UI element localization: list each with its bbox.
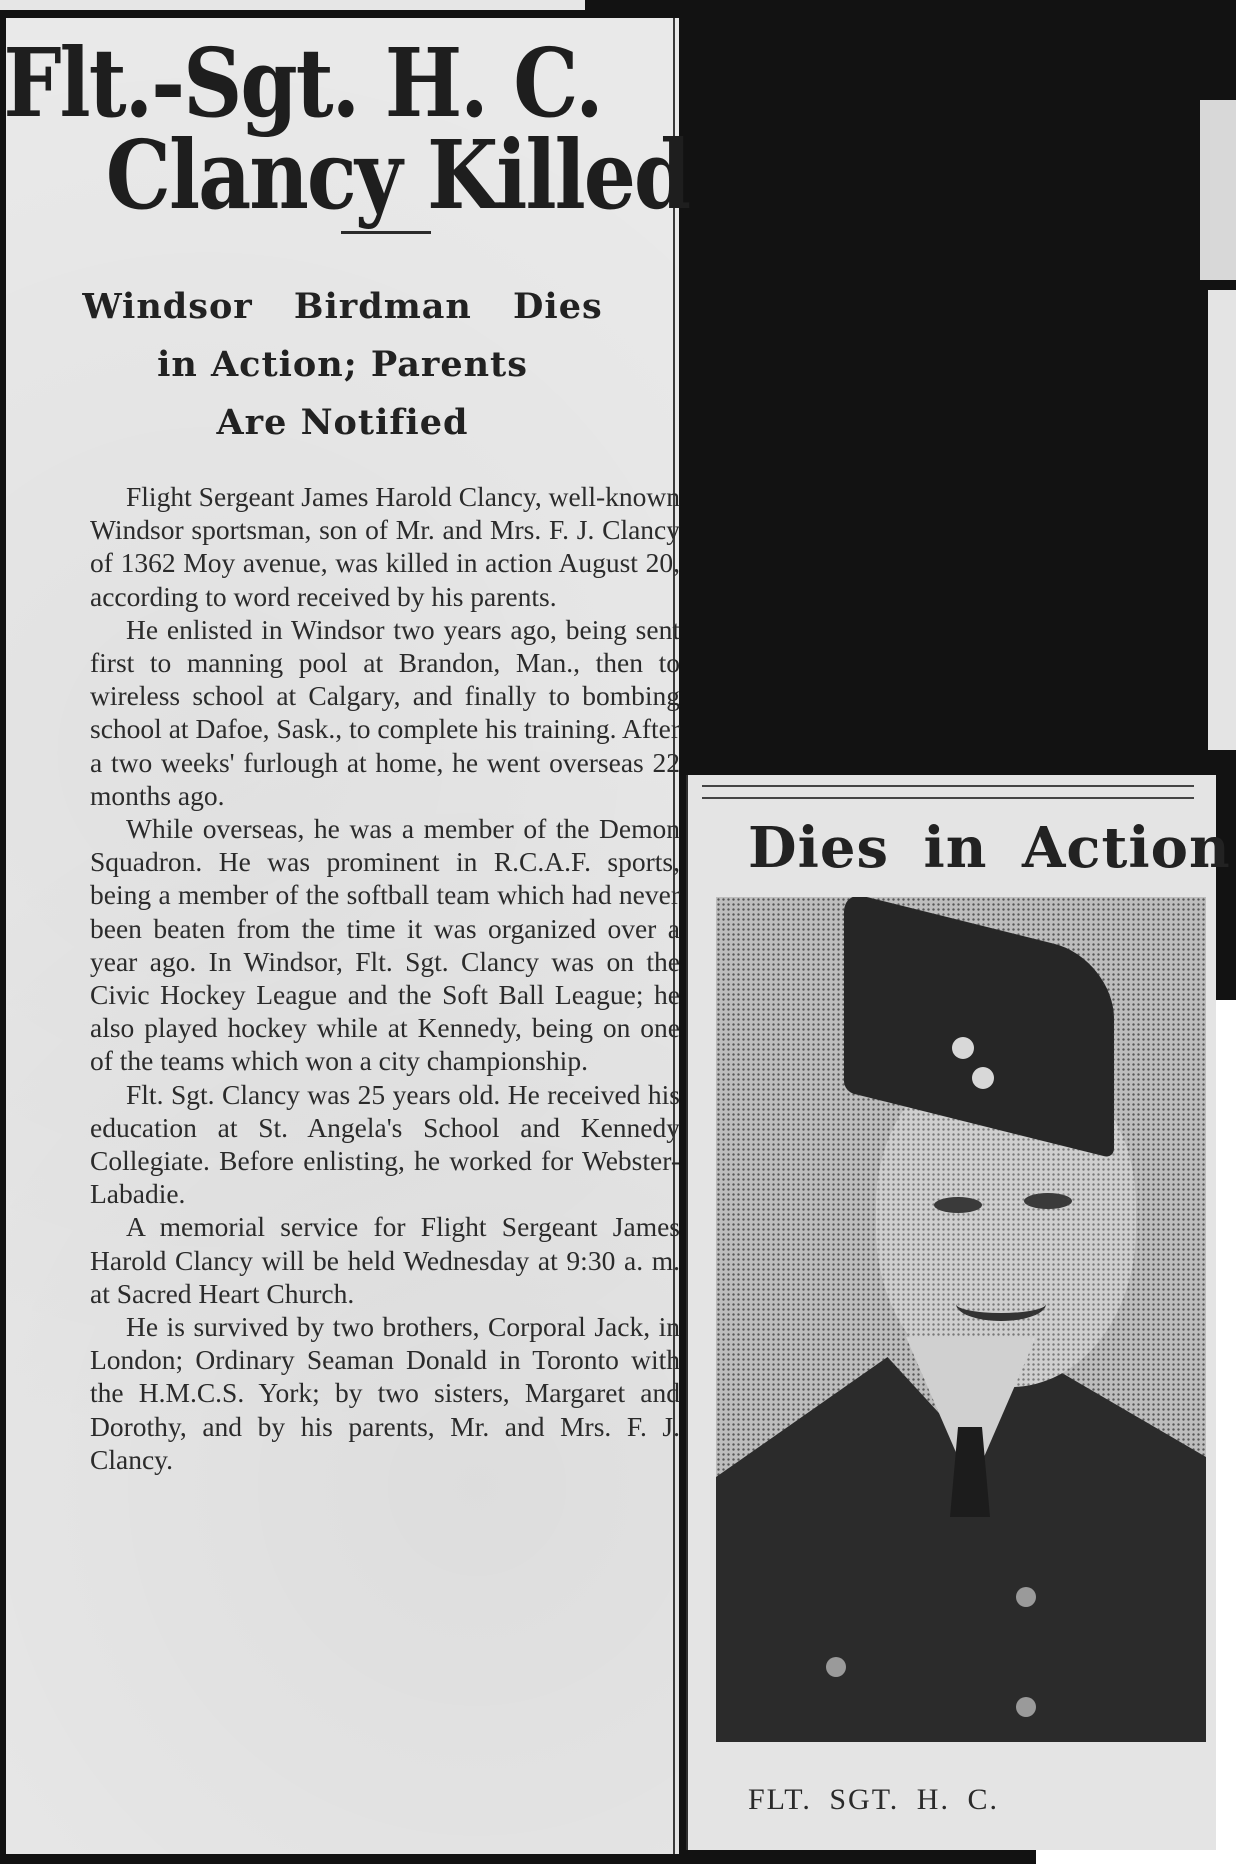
- headline-divider: [341, 231, 431, 234]
- photo-clipping: [686, 775, 1231, 1850]
- double-rule: [702, 785, 1194, 799]
- paragraph: A memorial service for Flight Sergeant James Harold Clancy will be held Wednesday at 9:30 a. m. at Sacred Heart Church.: [90, 1211, 680, 1309]
- subhead-line-3: Are Notified: [216, 402, 469, 443]
- subhead-line-1: Windsor Birdman Dies: [82, 286, 603, 327]
- subhead-line-2: in Action; Parents: [157, 344, 528, 385]
- article-clipping: [3, 18, 690, 1854]
- paragraph: Flt. Sgt. Clancy was 25 years old. He received his education at St. Angela's School and Kennedy Collegiate. Before enlisting, he worked for Webster-Labadie.: [90, 1078, 680, 1210]
- eye: [934, 1197, 982, 1213]
- headline-line-1: Flt.-Sgt. H. C.: [3, 28, 602, 140]
- paragraph: Flight Sergeant James Harold Clancy, well-known Windsor sportsman, son of Mr. and Mrs. F. J. Clancy of 1362 Moy avenue, was killed in action August 20, according to word received by his parents.: [90, 481, 680, 612]
- eye: [1024, 1193, 1072, 1209]
- paper-scrap-top: [0, 0, 585, 10]
- headline-line-2: Clancy Killed: [105, 120, 690, 232]
- paper-scrap-right-edge-lower: [1208, 290, 1236, 750]
- photo-caption: FLT. SGT. H. C.: [748, 1783, 999, 1816]
- paragraph: He is survived by two brothers, Corporal Jack, in London; Ordinary Seaman Donald in Toronto with the H.M.C.S. York; by two sisters, Margaret and Dorothy, and by his parents, Mr. and Mrs. F. J. Clancy.: [90, 1311, 680, 1475]
- coat-button-icon: [826, 1657, 846, 1677]
- paragraph: He enlisted in Windsor two years ago, being sent first to manning pool at Brandon, Man., then to wireless school at Calgary, and finally to bombing school at Dafoe, Sask., to complete his training. After a two weeks' furlough at home, he went overseas 22 months ago.: [90, 613, 680, 811]
- photo-title: Dies in Action: [748, 815, 1231, 881]
- side-cap: [844, 897, 1114, 1159]
- cap-button-icon: [972, 1067, 994, 1089]
- coat-button-icon: [1016, 1697, 1036, 1717]
- portrait-photo: [716, 897, 1206, 1742]
- smile: [956, 1287, 1046, 1321]
- cap-button-icon: [952, 1037, 974, 1059]
- paragraph: While overseas, he was a member of the Demon Squadron. He was prominent in R.C.A.F. sports, being a member of the softball team which had never been beaten from the time it was organized over a year ago. In Windsor, Flt. Sgt. Clancy was on the Civic Hockey League and the Soft Ball League; he also played hockey while at Kennedy, being on one of the teams which won a city championship.: [90, 813, 680, 1077]
- article-body: [90, 480, 680, 1476]
- coat-button-icon: [1016, 1587, 1036, 1607]
- paper-scrap-right-edge: [1200, 100, 1236, 280]
